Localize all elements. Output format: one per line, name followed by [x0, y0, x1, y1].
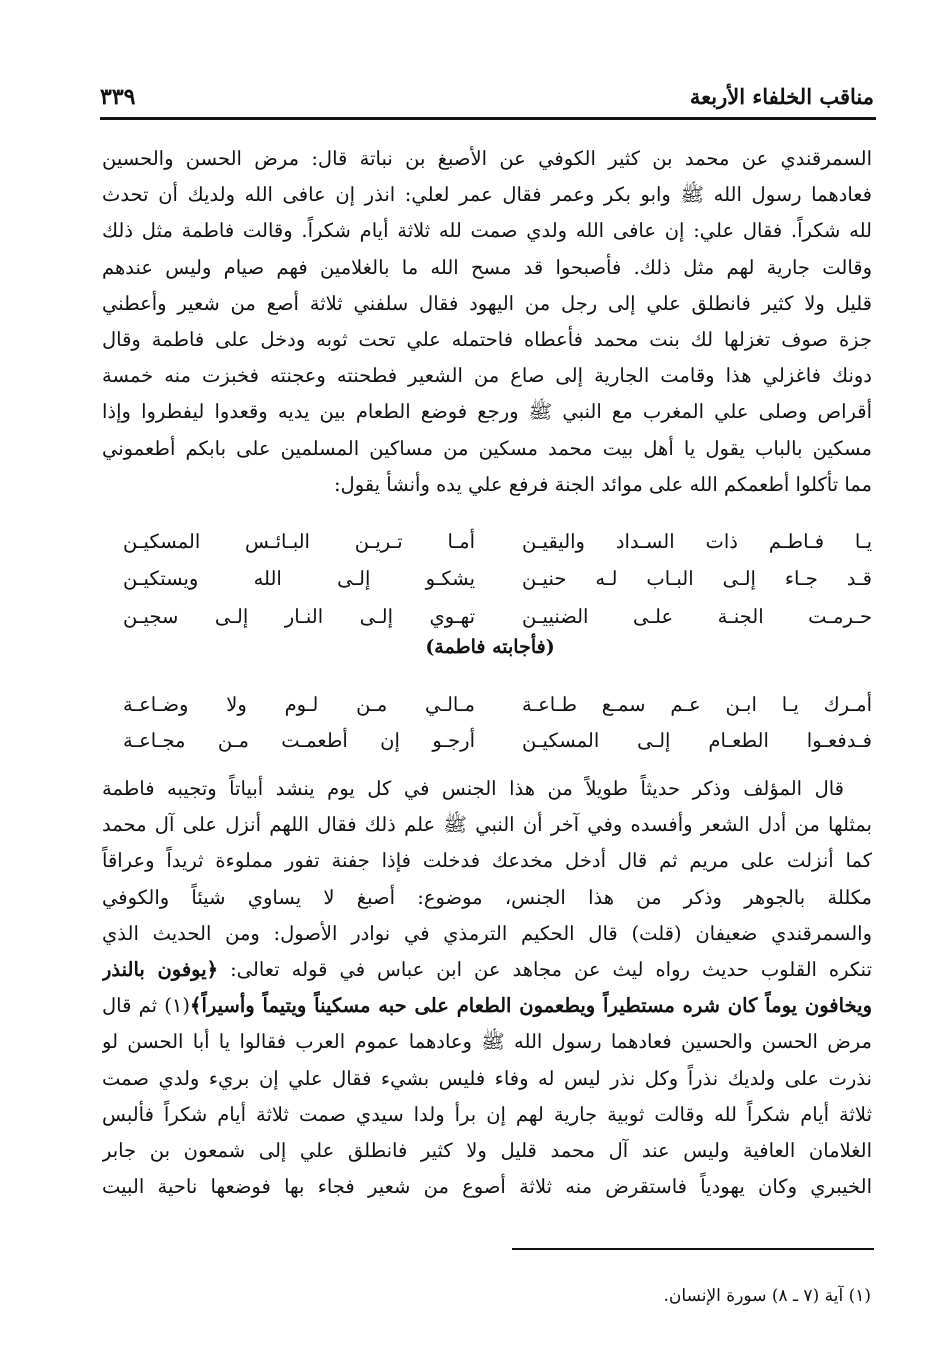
line-text: مسكين بالباب يقول يا أهل بيت محمد مسكين من مساكين المسلمين على بابكم أطعموني	[102, 436, 872, 460]
verse-hemistich-right: يـا فـاطـم ذات السـداد واليقيـن	[522, 530, 872, 553]
text-line	[102, 843, 872, 879]
text-line	[102, 358, 872, 394]
verse-hemistich-right: حـرمـت الجنـة علـى الضنييـن	[522, 605, 872, 628]
line-text: وقالت جارية لهم مثل ذلك. فأصبحوا قد مسح الله ما بالغلامين فهم صيام وليس عندهم	[102, 255, 872, 279]
line-text: نذرت على ولديك نذراً وكل نذر ليس له وفاء فليس بشيء فقال علي إن بريء ولدي صمت	[102, 1066, 872, 1090]
text-line	[102, 988, 872, 1024]
text-line	[102, 286, 872, 322]
line-text: مكللة بالجوهر وذكر من هذا الجنس، موضوع: أصبغ لا يساوي شيئاً والكوفي	[102, 885, 872, 909]
verse-hemistich-right: أمـرك يـا ابـن عـم سمـع طـاعـة	[522, 693, 872, 716]
line-text: الغلامان العافية وليس عند آل محمد قليل ولا كثير فانطلق علي إلى شمعون بن جابر	[102, 1138, 872, 1162]
line-text: قال المؤلف وذكر حديثاً طويلاً من هذا الجنس في كل يوم ينشد أبياتاً وتجيبه فاطمة	[102, 777, 844, 800]
text-line	[102, 807, 872, 843]
text-line	[102, 1061, 872, 1097]
verse-hemistich-left: يشكـو إلـى الله ويستكيـن	[123, 567, 475, 590]
text-line	[102, 467, 872, 503]
text-line	[102, 1169, 872, 1205]
running-header	[100, 84, 874, 114]
verse-hemistich-left: أمـا تـريـن البـائـس المسكيـن	[123, 530, 475, 553]
text-line	[102, 1133, 872, 1169]
line-text: بمثلها من أدل الشعر وأفسده وفي آخر أن النبي ﷺ علم ذلك فقال اللهم أنزل على آل محمد	[102, 813, 872, 837]
paragraph-1	[102, 141, 872, 503]
header-rule	[100, 117, 876, 120]
line-text: ثلاثة أيام شكراً لله وقالت ثوبية جارية لهم إن برأ ولدا سيدي صمت ثلاثة أيام شكراً فألبس	[102, 1102, 872, 1126]
text-line	[102, 322, 872, 358]
line-text: الخيبري وكان يهودياً فاستقرض منه ثلاثة أصوع من شعير فجاء بها فوضعها ناحية البيت	[102, 1175, 872, 1199]
text-line	[102, 880, 872, 916]
text-line	[102, 394, 872, 430]
book-title: مناقب الخلفاء الأربعة	[689, 84, 874, 109]
text-line	[102, 916, 872, 952]
line-text: جزة صوف تغزلها لك بنت محمد فأعطاه فاحتمله علي تحت ثوبه ودخل على فاطمة وقال	[102, 327, 872, 351]
text-line	[102, 1024, 872, 1060]
text-line	[102, 250, 872, 286]
verse-hemistich-right: قـد جـاء إلـى البـاب لـه حنيـن	[522, 567, 872, 590]
line-text: دونك فاغزلي هذا وقامت الجارية إلى صاع من الشعير فطحنته وعجنته فخبزت منه خمسة	[102, 364, 872, 388]
quran-verse-text: ويخافون يوماً كان شره مستطيراً ويطعمون الطعام على حبه مسكيناً ويتيماً وأسيراً﴾	[190, 994, 872, 1018]
line-text: مرض الحسن والحسين فعادهما رسول الله ﷺ وعادهما عموم العرب فقالوا يا أبا الحسن لو	[102, 1030, 872, 1054]
text-line	[102, 1097, 872, 1133]
poem-caption: (فأجابته فاطمة)	[425, 636, 555, 658]
line-text: السمرقندي عن محمد بن كثير الكوفي عن الأصبغ بن نباتة قال: مرض الحسن والحسين	[102, 147, 872, 170]
footnote: (١) آية (٧ ـ ٨) سورة الإنسان.	[663, 1286, 871, 1306]
line-text: لله شكراً. فقال علي: إن عافى الله ولدي صمت لله ثلاثة أيام شكراً. وقالت فاطمة مثل ذلك	[102, 219, 872, 243]
footnote-rule	[512, 1248, 874, 1250]
paragraph-2	[102, 771, 872, 1205]
verse-hemistich-left: تهـوي إلـى النـار إلـى سجيـن	[123, 605, 475, 628]
quran-verse-text: ﴿يوفون بالنذر	[102, 957, 219, 981]
text-line	[102, 141, 872, 177]
line-text: (١) ثم قال	[102, 994, 191, 1018]
line-text: مما تأكلوا أطعمكم الله على موائد الجنة فرفع علي يده وأنشأ يقول:	[333, 472, 872, 496]
text-line	[102, 177, 872, 213]
line-text: أقراص وصلى علي المغرب مع النبي ﷺ ورجع فوضع الطعام بين يديه وقعدوا ليفطروا وإذا	[102, 400, 872, 424]
text-line	[102, 213, 872, 249]
text-line	[102, 771, 872, 807]
line-text: والسمرقندي ضعيفان (قلت) قال الحكيم الترمذي في نوادر الأصول: ومن الحديث الذي	[102, 921, 872, 945]
line-text: فعادهما رسول الله ﷺ وابو بكر وعمر فقال عمر لعلي: انذر إن عافى الله ولديك أن تحدث	[102, 183, 872, 207]
line-text: قليل ولا كثير فانطلق علي إلى رجل من اليهود فقال سلفني ثلاثة أصع من شعير وأعطني	[102, 291, 872, 315]
page-number: ٣٣٩	[100, 84, 136, 110]
text-line	[102, 952, 872, 988]
line-text: تنكره القلوب حديث رواه ليث عن مجاهد عن ابن عباس في قوله تعالى:	[218, 957, 872, 981]
verse-hemistich-right: فـدفعـوا الطعـام إلـى المسكيـن	[522, 729, 872, 752]
verse-hemistich-left: مـالـي مـن لـوم ولا وضـاعـة	[123, 693, 475, 716]
text-line	[102, 431, 872, 467]
verse-hemistich-left: أرجـو إن أطعمـت مـن مجـاعـة	[123, 729, 475, 752]
line-text: كما أنزلت على مريم ثم قال أدخل مخدعك فدخلت فإذا جفنة تفور مملوءة ثريداً وعراقاً	[102, 849, 872, 873]
